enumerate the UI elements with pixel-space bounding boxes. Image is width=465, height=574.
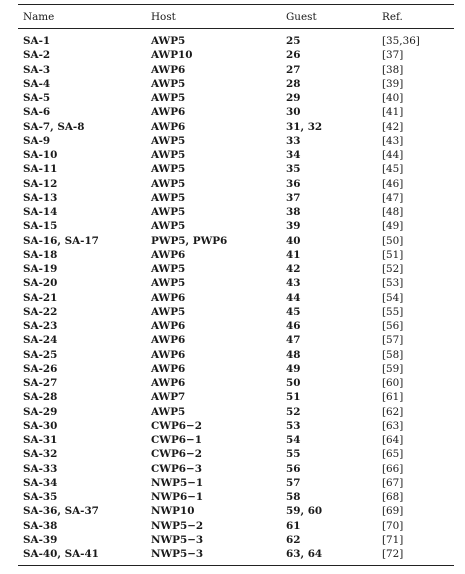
table-row [18, 419, 454, 433]
cell-ref: [41] [382, 106, 404, 119]
table-row [18, 63, 454, 77]
table-row [18, 134, 454, 148]
column-header-guest: Guest [286, 10, 317, 23]
cell-name: SA-18 [23, 248, 58, 261]
cell-name: SA-40, SA-41 [23, 548, 99, 561]
cell-ref: [49] [382, 220, 404, 233]
cell-host: AWP5 [151, 263, 186, 276]
table-row [18, 447, 454, 461]
cell-ref: [54] [382, 291, 404, 304]
cell-ref: [53] [382, 277, 404, 290]
cell-host: AWP7 [151, 391, 186, 404]
cell-host: AWP5 [151, 163, 186, 176]
cell-guest: 43 [286, 277, 301, 290]
table-row [18, 433, 454, 447]
cell-ref: [55] [382, 305, 404, 318]
cell-host: CWP6−2 [151, 448, 202, 461]
table-row [18, 177, 454, 191]
table-row [18, 376, 454, 390]
cell-name: SA-5 [23, 92, 51, 105]
cell-name: SA-39 [23, 533, 58, 546]
cell-ref: [37] [382, 49, 404, 62]
table-row [18, 276, 454, 290]
cell-ref: [38] [382, 63, 404, 76]
cell-ref: [67] [382, 476, 404, 489]
cell-guest: 62 [286, 533, 301, 546]
cell-host: AWP6 [151, 63, 186, 76]
cell-guest: 30 [286, 106, 301, 119]
cell-guest: 36 [286, 177, 301, 190]
cell-ref: [64] [382, 434, 404, 447]
table-row [18, 476, 454, 490]
cell-guest: 28 [286, 77, 301, 90]
cell-name: SA-13 [23, 191, 58, 204]
cell-host: AWP5 [151, 191, 186, 204]
cell-ref: [68] [382, 491, 404, 504]
cell-ref: [51] [382, 248, 404, 261]
cell-guest: 51 [286, 391, 301, 404]
cell-ref: [43] [382, 134, 404, 147]
cell-name: SA-6 [23, 106, 51, 119]
cell-host: NWP5−3 [151, 548, 204, 561]
cell-guest: 53 [286, 419, 301, 432]
cell-host: AWP5 [151, 35, 186, 48]
cell-guest: 63, 64 [286, 548, 323, 561]
table-row [18, 120, 454, 134]
supramolecular-assemblies-table [18, 4, 454, 566]
cell-ref: [65] [382, 448, 404, 461]
cell-name: SA-21 [23, 291, 58, 304]
cell-name: SA-3 [23, 63, 51, 76]
cell-ref: [35,36] [382, 35, 420, 48]
cell-host: PWP5, PWP6 [151, 234, 228, 247]
table-row [18, 504, 454, 518]
cell-guest: 59, 60 [286, 505, 323, 518]
cell-host: AWP6 [151, 320, 186, 333]
cell-host: AWP5 [151, 220, 186, 233]
cell-host: CWP6−2 [151, 419, 202, 432]
cell-guest: 33 [286, 134, 301, 147]
column-header-host: Host [151, 10, 176, 23]
cell-host: AWP5 [151, 206, 186, 219]
cell-ref: [57] [382, 334, 404, 347]
cell-name: SA-29 [23, 405, 58, 418]
cell-ref: [69] [382, 505, 404, 518]
cell-guest: 25 [286, 35, 301, 48]
table-row [18, 305, 454, 319]
table-row [18, 291, 454, 305]
cell-name: SA-36, SA-37 [23, 505, 99, 518]
cell-host: AWP5 [151, 305, 186, 318]
cell-name: SA-38 [23, 519, 58, 532]
cell-name: SA-16, SA-17 [23, 234, 99, 247]
table-row [18, 362, 454, 376]
cell-name: SA-22 [23, 305, 58, 318]
cell-guest: 55 [286, 448, 301, 461]
table-row [18, 490, 454, 504]
cell-host: AWP5 [151, 405, 186, 418]
cell-guest: 27 [286, 63, 301, 76]
cell-name: SA-26 [23, 362, 58, 375]
table-body [18, 34, 454, 561]
cell-guest: 42 [286, 263, 301, 276]
table-row [18, 48, 454, 62]
cell-host: AWP5 [151, 177, 186, 190]
cell-host: AWP5 [151, 92, 186, 105]
cell-ref: [59] [382, 362, 404, 375]
cell-name: SA-7, SA-8 [23, 120, 85, 133]
cell-host: NWP10 [151, 505, 195, 518]
cell-name: SA-34 [23, 476, 58, 489]
cell-host: AWP6 [151, 248, 186, 261]
cell-guest: 34 [286, 149, 301, 162]
cell-guest: 56 [286, 462, 301, 475]
table-row [18, 348, 454, 362]
table-row [18, 77, 454, 91]
cell-guest: 44 [286, 291, 301, 304]
cell-name: SA-19 [23, 263, 58, 276]
table-row [18, 262, 454, 276]
cell-name: SA-35 [23, 491, 58, 504]
table-row [18, 462, 454, 476]
cell-guest: 49 [286, 362, 301, 375]
table-row [18, 547, 454, 561]
cell-ref: [58] [382, 348, 404, 361]
cell-host: AWP6 [151, 291, 186, 304]
cell-name: SA-15 [23, 220, 58, 233]
cell-ref: [42] [382, 120, 404, 133]
cell-host: NWP6−1 [151, 491, 204, 504]
table-row [18, 205, 454, 219]
cell-guest: 29 [286, 92, 301, 105]
table-row [18, 148, 454, 162]
cell-host: AWP6 [151, 348, 186, 361]
cell-name: SA-9 [23, 134, 51, 147]
cell-name: SA-25 [23, 348, 58, 361]
cell-guest: 61 [286, 519, 301, 532]
table-row [18, 34, 454, 48]
table-row [18, 162, 454, 176]
cell-ref: [46] [382, 177, 404, 190]
cell-guest: 38 [286, 206, 301, 219]
table-row [18, 405, 454, 419]
column-header-name: Name [23, 10, 55, 23]
cell-host: AWP5 [151, 77, 186, 90]
cell-ref: [40] [382, 92, 404, 105]
cell-name: SA-20 [23, 277, 58, 290]
cell-ref: [45] [382, 163, 404, 176]
cell-name: SA-2 [23, 49, 51, 62]
cell-name: SA-12 [23, 177, 58, 190]
cell-ref: [50] [382, 234, 404, 247]
table-row [18, 319, 454, 333]
table-row [18, 234, 454, 248]
cell-ref: [63] [382, 419, 404, 432]
cell-host: AWP5 [151, 149, 186, 162]
cell-ref: [52] [382, 263, 404, 276]
table-row [18, 248, 454, 262]
cell-host: AWP10 [151, 49, 193, 62]
cell-ref: [47] [382, 191, 404, 204]
table-header-row [18, 5, 454, 28]
cell-name: SA-33 [23, 462, 58, 475]
cell-host: AWP6 [151, 334, 186, 347]
cell-name: SA-1 [23, 35, 51, 48]
column-header-ref: Ref. [382, 10, 403, 23]
cell-ref: [39] [382, 77, 404, 90]
table-row [18, 519, 454, 533]
cell-host: AWP6 [151, 106, 186, 119]
cell-guest: 48 [286, 348, 301, 361]
cell-guest: 54 [286, 434, 301, 447]
cell-guest: 26 [286, 49, 301, 62]
cell-guest: 52 [286, 405, 301, 418]
cell-ref: [60] [382, 377, 404, 390]
cell-guest: 58 [286, 491, 301, 504]
table-row [18, 105, 454, 119]
cell-host: NWP5−1 [151, 476, 204, 489]
cell-host: AWP6 [151, 120, 186, 133]
cell-host: AWP5 [151, 277, 186, 290]
cell-name: SA-24 [23, 334, 58, 347]
cell-guest: 46 [286, 320, 301, 333]
cell-name: SA-23 [23, 320, 58, 333]
cell-name: SA-32 [23, 448, 58, 461]
cell-guest: 39 [286, 220, 301, 233]
cell-guest: 45 [286, 305, 301, 318]
table-row [18, 191, 454, 205]
cell-guest: 50 [286, 377, 301, 390]
table-row [18, 219, 454, 233]
table-row [18, 390, 454, 404]
cell-ref: [56] [382, 320, 404, 333]
cell-name: SA-4 [23, 77, 51, 90]
cell-name: SA-31 [23, 434, 58, 447]
cell-host: NWP5−3 [151, 533, 204, 546]
cell-ref: [44] [382, 149, 404, 162]
cell-guest: 41 [286, 248, 301, 261]
cell-ref: [71] [382, 533, 404, 546]
cell-ref: [48] [382, 206, 404, 219]
cell-ref: [66] [382, 462, 404, 475]
cell-host: AWP6 [151, 377, 186, 390]
cell-name: SA-14 [23, 206, 58, 219]
cell-guest: 31, 32 [286, 120, 323, 133]
cell-ref: [70] [382, 519, 404, 532]
cell-name: SA-30 [23, 419, 58, 432]
cell-name: SA-11 [23, 163, 58, 176]
cell-name: SA-27 [23, 377, 58, 390]
cell-host: NWP5−2 [151, 519, 204, 532]
cell-name: SA-10 [23, 149, 58, 162]
cell-ref: [72] [382, 548, 404, 561]
cell-host: AWP6 [151, 362, 186, 375]
cell-guest: 37 [286, 191, 301, 204]
cell-guest: 40 [286, 234, 301, 247]
table-row [18, 533, 454, 547]
table-row [18, 333, 454, 347]
cell-host: AWP5 [151, 134, 186, 147]
cell-guest: 57 [286, 476, 301, 489]
cell-name: SA-28 [23, 391, 58, 404]
table-bottom-rule [18, 565, 454, 566]
table-row [18, 91, 454, 105]
cell-host: CWP6−1 [151, 434, 202, 447]
cell-guest: 47 [286, 334, 301, 347]
cell-ref: [61] [382, 391, 404, 404]
cell-ref: [62] [382, 405, 404, 418]
cell-host: CWP6−3 [151, 462, 202, 475]
cell-guest: 35 [286, 163, 301, 176]
